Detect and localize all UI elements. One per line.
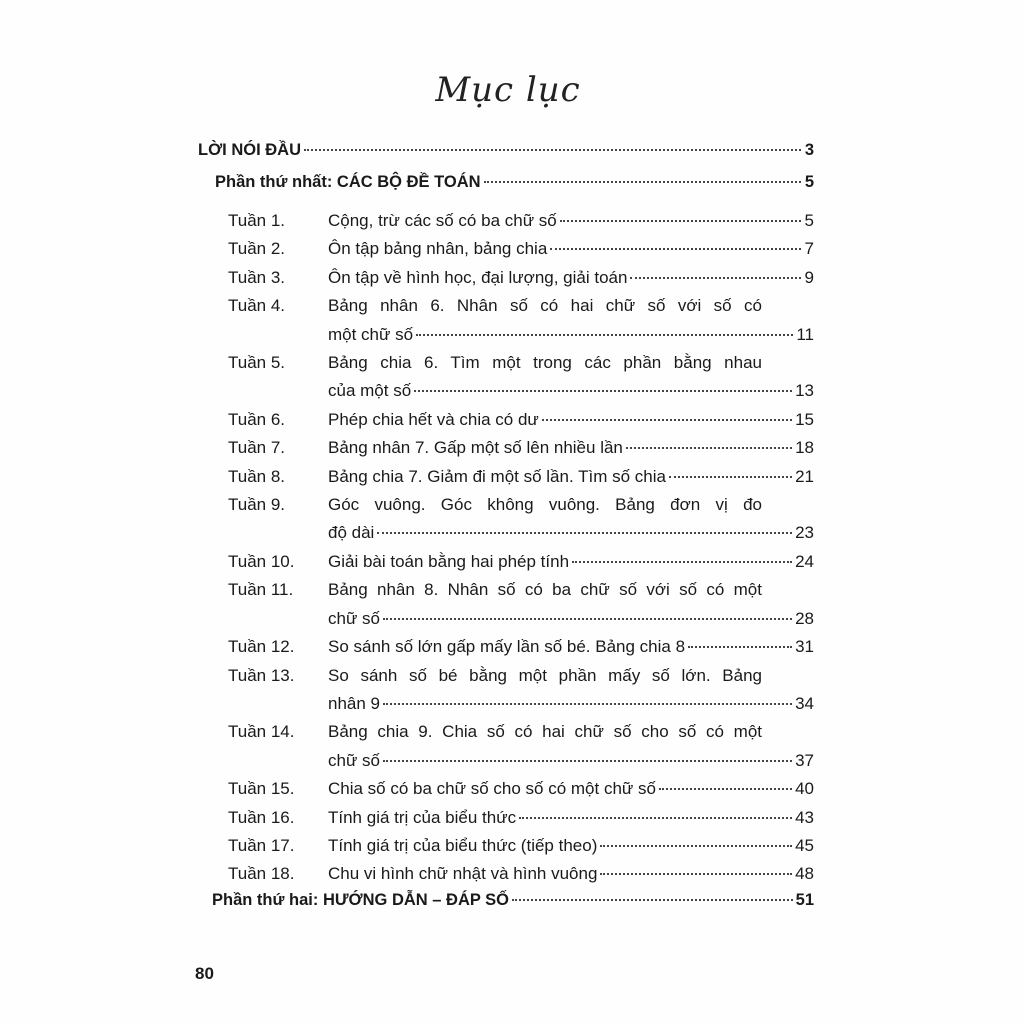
week-label: Tuần 5. [228,353,286,373]
page-number: 80 [195,964,214,983]
entry-page: 7 [804,239,814,259]
dot-leader [416,334,793,336]
entry-title: một chữ số [328,324,414,344]
toc-entry [198,406,814,434]
toc-page: 5 [804,173,814,191]
toc-entry [198,576,814,633]
entry-title: Giải bài toán bằng hai phép tính [328,551,570,571]
week-label: Tuần 3. [228,267,286,287]
entry-page: 28 [795,608,814,628]
week-label: Tuần 17. [228,835,295,855]
week-label: Tuần 15. [228,779,295,799]
entry-title: nhân 9 [328,693,380,713]
entry-title: Cộng, trừ các số có ba chữ số [328,211,557,230]
week-label: Tuần 2. [228,239,286,259]
toc-entry [198,434,814,462]
entry-page: 34 [795,693,814,713]
dot-leader [560,220,801,222]
entry-title: Tính giá trị của biểu thức (tiếp theo) [328,835,598,855]
entry-page: 40 [795,779,814,799]
toc-part-1 [198,173,814,205]
toc-page: 3 [804,141,814,159]
week-label: Tuần 6. [228,409,286,429]
entry-page: 43 [795,807,814,827]
week-label: Tuần 12. [228,637,295,657]
dot-leader [484,181,801,183]
dot-leader [377,532,792,534]
toc-entry [198,548,814,576]
toc-entry [198,235,814,263]
entry-page: 11 [796,324,814,344]
week-label: Tuần 4. [228,296,286,316]
entry-title: độ dài [328,523,375,543]
week-label: Tuần 8. [228,466,286,486]
toc-preface [198,141,814,173]
dot-leader [688,646,792,648]
entry-page: 37 [795,750,814,770]
toc-part-2 [198,891,814,923]
entry-title: Tính giá trị của biểu thức [328,807,517,827]
dot-leader [630,277,801,279]
entry-title: Chia số có ba chữ số cho số có một chữ số [328,779,656,799]
entry-page: 5 [804,211,814,230]
entry-title: Phép chia hết và chia có dư [328,409,539,429]
entry-page: 45 [795,835,814,855]
dot-leader [383,618,792,620]
week-label: Tuần 9. [228,495,286,515]
toc-label: LỜI NÓI ĐẦU [198,141,301,159]
dot-leader [304,149,801,151]
week-label: Tuần 11. [228,580,294,600]
week-label: Tuần 1. [228,211,286,230]
week-label: Tuần 14. [228,722,295,742]
entry-title-line1: Bảng nhân 6. Nhân số có hai chữ số với số có [328,296,762,316]
entry-title: Ôn tập về hình học, đại lượng, giải toán [328,267,628,287]
entry-title: Bảng chia 7. Giảm đi một số lần. Tìm số chia [328,466,666,486]
toc-entry [198,633,814,661]
dot-leader [600,873,792,875]
toc-entry [198,718,814,775]
week-label: Tuần 18. [228,864,295,884]
entry-title: chữ số [328,608,381,628]
entry-page: 23 [795,523,814,543]
entry-page: 15 [795,409,814,429]
week-label: Tuần 13. [228,665,295,685]
dot-leader [626,447,792,449]
dot-leader [383,760,792,762]
toc-entry [198,463,814,491]
entry-page: 18 [795,438,814,458]
entry-title: Chu vi hình chữ nhật và hình vuông [328,864,598,884]
dot-leader [414,390,792,392]
week-label: Tuần 10. [228,551,295,571]
toc-entry [198,264,814,292]
entry-title: Bảng nhân 7. Gấp một số lên nhiều lần [328,438,623,458]
entry-title: Ôn tập bảng nhân, bảng chia [328,239,548,259]
toc-entry [198,832,814,860]
week-label: Tuần 7. [228,438,286,458]
dot-leader [512,899,793,901]
dot-leader [600,845,792,847]
entry-title-line1: Bảng chia 9. Chia số có hai chữ số cho số có một [328,722,762,742]
page-title: Mục lục [435,70,581,110]
toc-page: 51 [795,890,814,909]
dot-leader [542,419,792,421]
toc-entry [198,292,814,349]
entry-title-line1: Góc vuông. Góc không vuông. Bảng đơn vị đo [328,495,762,515]
entry-title-line1: Bảng chia 6. Tìm một trong các phần bằng nhau [328,353,762,373]
dot-leader [383,703,792,705]
dot-leader [519,817,792,819]
dot-leader [659,788,792,790]
entry-page: 48 [795,864,814,884]
toc-entry [198,662,814,719]
toc-entry [198,207,814,235]
toc-entry [198,491,814,548]
dot-leader [550,248,801,250]
toc-entry [198,775,814,803]
week-label: Tuần 16. [228,807,295,827]
dot-leader [572,561,792,563]
toc-label: Phần thứ nhất: CÁC BỘ ĐỀ TOÁN [215,173,481,191]
toc-label: Phần thứ hai: HƯỚNG DẪN – ĐÁP SỐ [212,890,510,909]
entry-page: 21 [795,466,814,486]
dot-leader [669,476,792,478]
toc-entry [198,349,814,406]
entry-title: chữ số [328,750,381,770]
entry-title-line1: Bảng nhân 8. Nhân số có ba chữ số với số có một [328,580,762,600]
table-of-contents [198,141,814,923]
entry-title: So sánh số lớn gấp mấy lần số bé. Bảng chia 8 [328,637,686,657]
entry-page: 9 [804,267,814,287]
entry-title-line1: So sánh số bé bằng một phần mấy số lớn. Bảng [328,665,762,685]
entry-title: của một số [328,381,412,401]
entry-page: 24 [795,551,814,571]
toc-entries [198,207,814,889]
toc-entry [198,860,814,888]
entry-page: 13 [795,381,814,401]
toc-entry [198,804,814,832]
entry-page: 31 [795,637,814,657]
